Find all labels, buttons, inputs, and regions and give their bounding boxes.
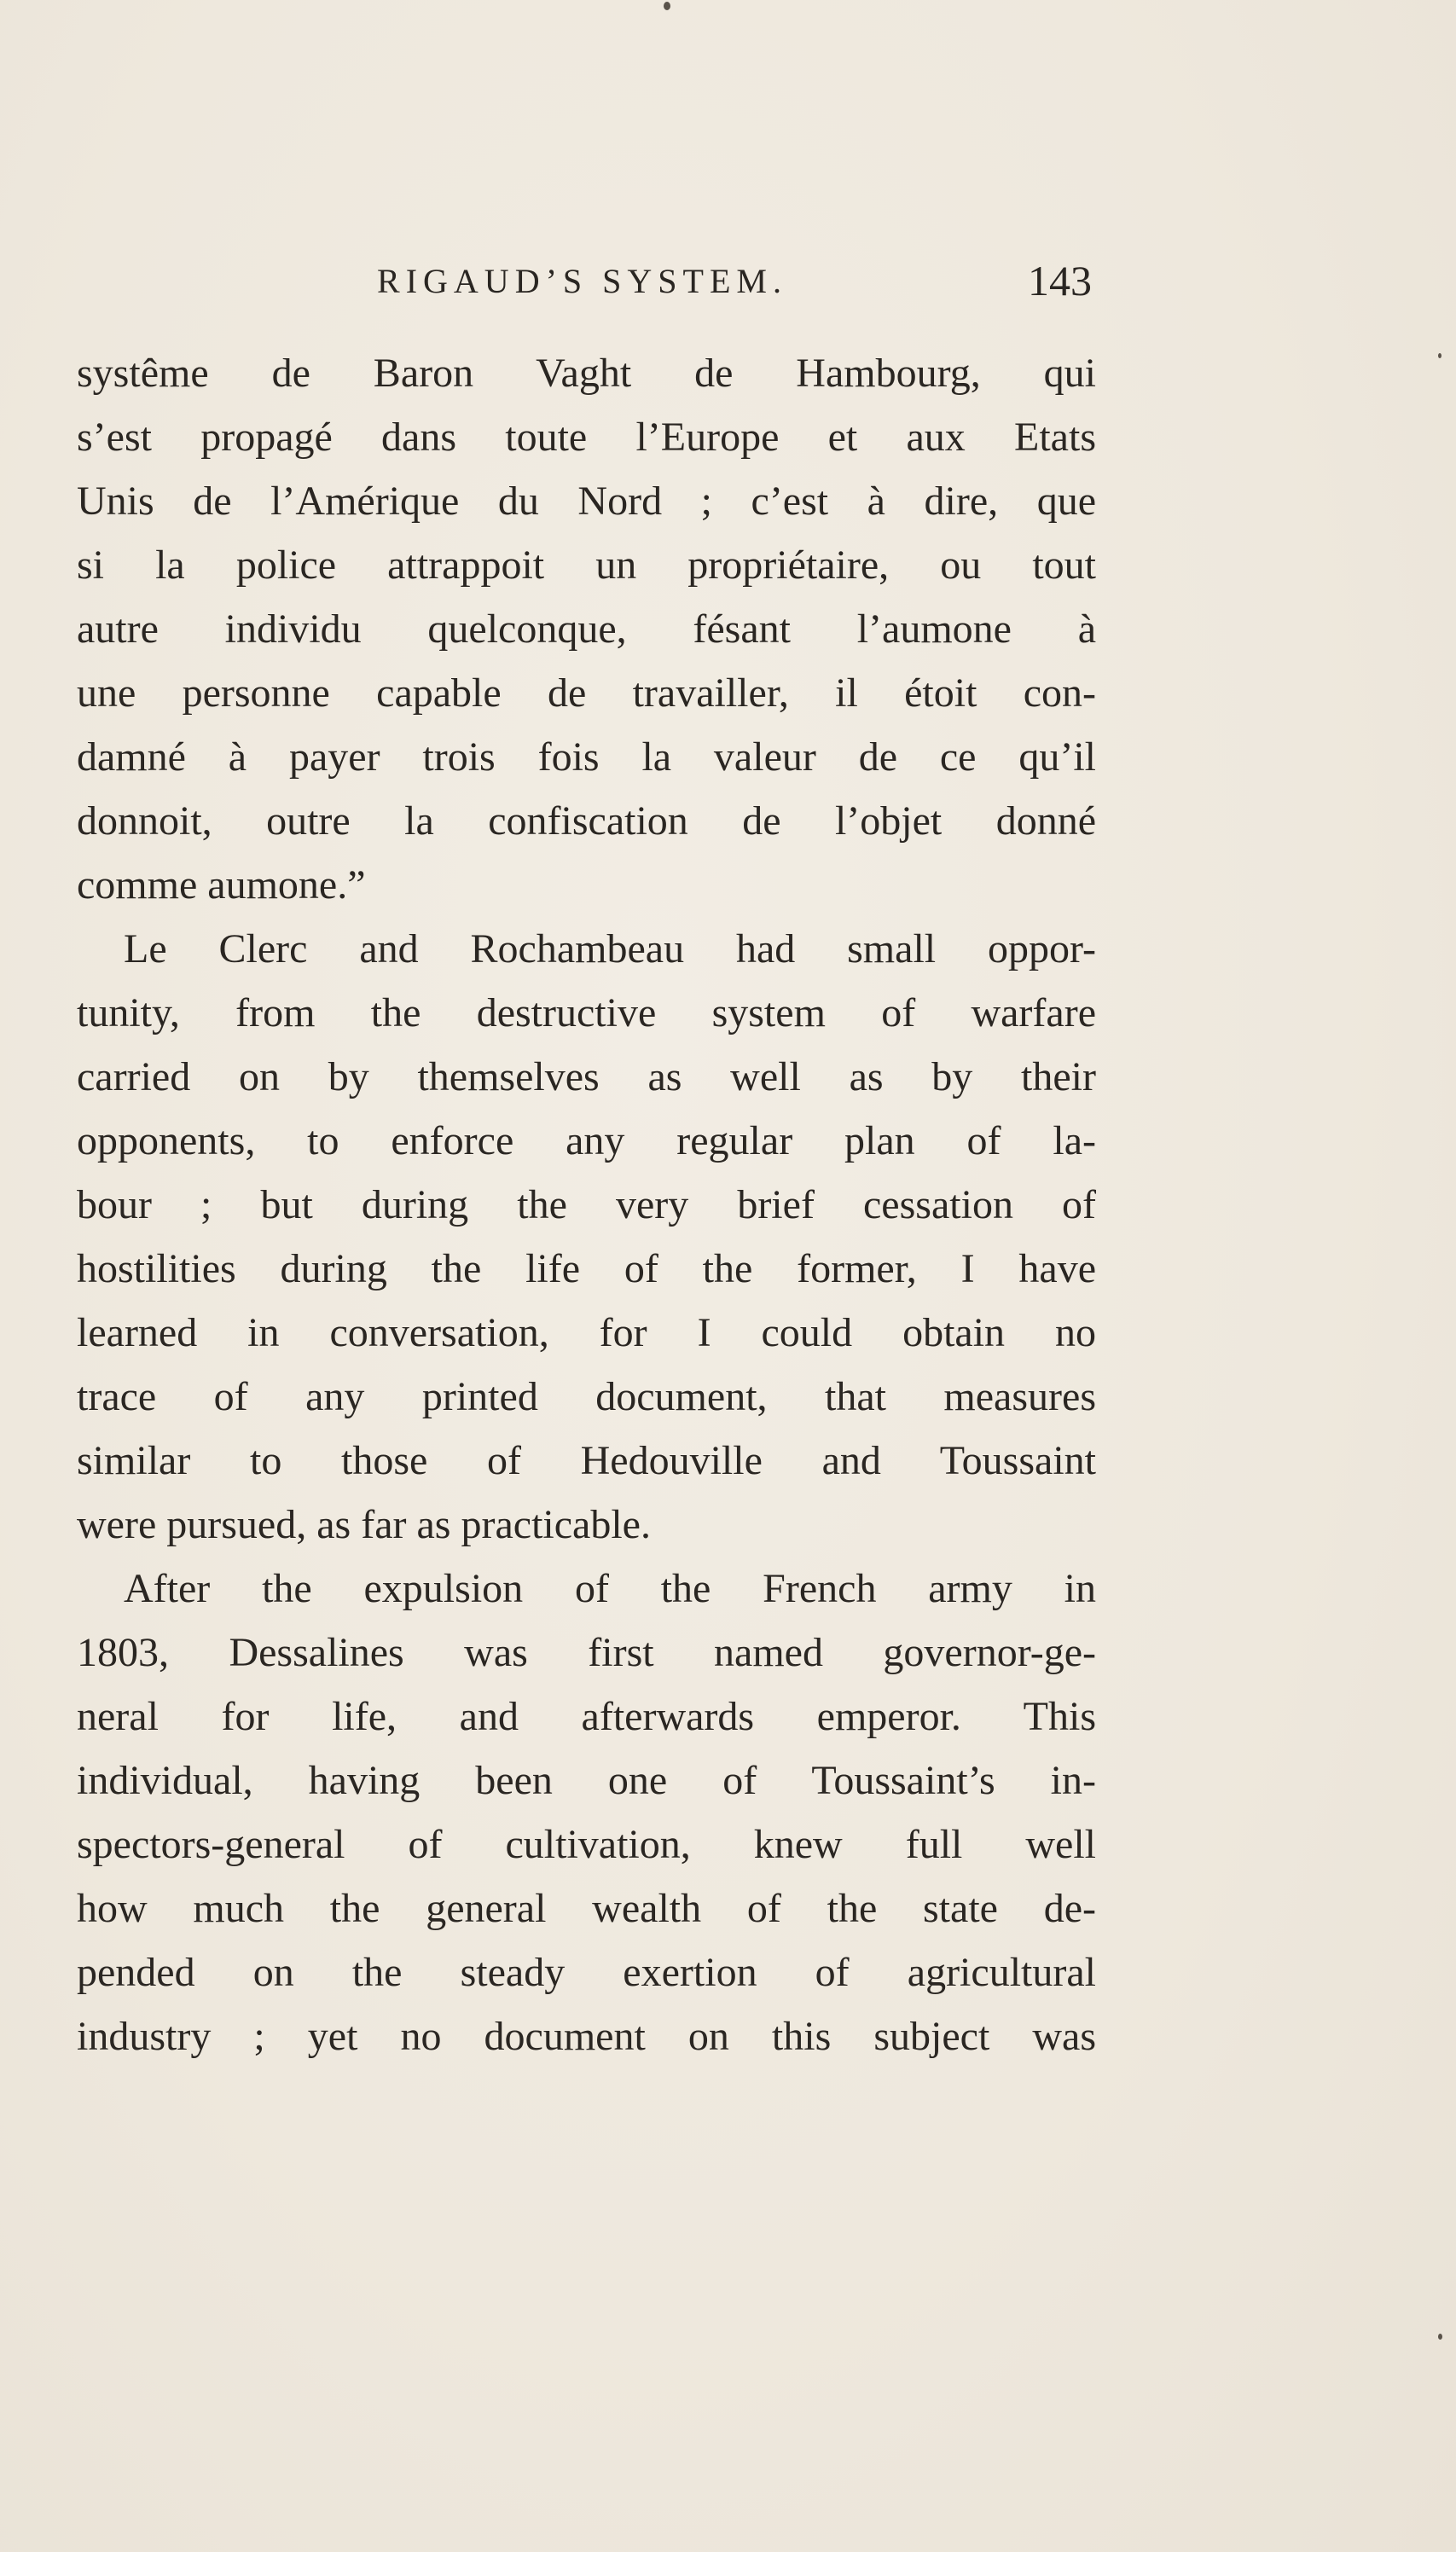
- running-title: RIGAUD’S SYSTEM.: [377, 262, 787, 300]
- text-line: Le Clerc and Rochambeau had small oppor-: [124, 926, 1096, 972]
- text-line: spectors-general of cultivation, knew full well: [77, 1822, 1096, 1867]
- text-line: tunity, from the destructive system of warfare: [77, 990, 1096, 1035]
- text-line: Unis de l’Amérique du Nord ; c’est à dire, que: [77, 478, 1096, 524]
- text-line: similar to those of Hedouville and Toussaint: [77, 1438, 1096, 1483]
- text-line: opponents, to enforce any regular plan of la-: [77, 1118, 1096, 1163]
- text-line: 1803, Dessalines was first named governor-ge-: [77, 1630, 1096, 1675]
- text-line: bour ; but during the very brief cessation of: [77, 1182, 1096, 1227]
- text-line: individual, having been one of Toussaint’s in-: [77, 1758, 1096, 1803]
- text-line: how much the general wealth of the state de-: [77, 1886, 1096, 1931]
- ink-speck: [1438, 353, 1441, 358]
- running-head: [73, 256, 1092, 307]
- text-line: pended on the steady exertion of agricultural: [77, 1950, 1096, 1995]
- text-line: learned in conversation, for I could obtain no: [77, 1310, 1096, 1355]
- text-line: carried on by themselves as well as by their: [77, 1054, 1096, 1099]
- text-line: After the expulsion of the French army in: [124, 1566, 1096, 1611]
- text-line: si la police attrappoit un propriétaire, ou tout: [77, 542, 1096, 588]
- text-line: hostilities during the life of the former, I have: [77, 1246, 1096, 1291]
- body-text: [77, 341, 1096, 2068]
- text-line: were pursued, as far as practicable.: [77, 1502, 651, 1547]
- text-line: donnoit, outre la confiscation de l’objet donné: [77, 798, 1096, 844]
- text-line: industry ; yet no document on this subject was: [77, 2014, 1096, 2059]
- text-line: neral for life, and afterwards emperor. This: [77, 1694, 1096, 1739]
- text-line: comme aumone.”: [77, 862, 366, 908]
- ink-speck: [1438, 2334, 1442, 2340]
- text-line: une personne capable de travailler, il étoit con-: [77, 670, 1096, 716]
- text-line: s’est propagé dans toute l’Europe et aux Etats: [77, 415, 1096, 460]
- text-line: trace of any printed document, that measures: [77, 1374, 1096, 1419]
- ink-speck: [664, 2, 670, 10]
- text-line: damné à payer trois fois la valeur de ce qu’il: [77, 734, 1096, 780]
- page-number: 143: [1028, 257, 1092, 304]
- text-line: systême de Baron Vaght de Hambourg, qui: [77, 351, 1096, 396]
- text-line: autre individu quelconque, fésant l’aumone à: [77, 606, 1096, 652]
